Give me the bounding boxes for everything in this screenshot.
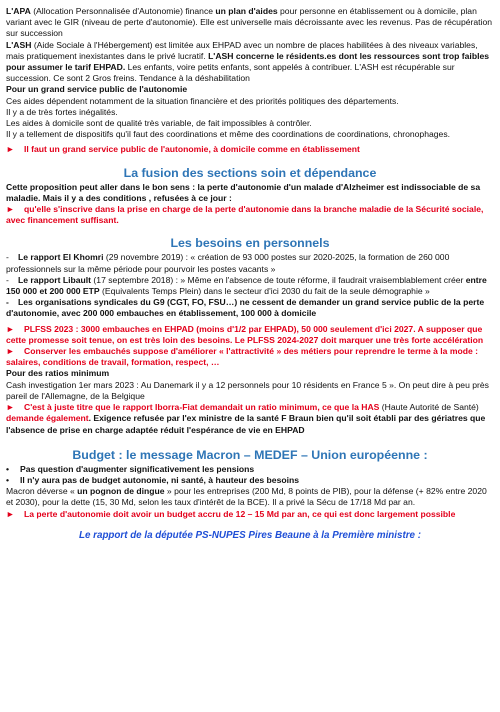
fusion-text: Cette proposition peut aller dans le bon sens : la perte d'autonomie d'un malade d'Alzheimer est indissociable de sa maladie. Mais il y a des conditions , refusées à ce jour : (6, 181, 481, 203)
attractivite-red-text: Conserver les embauchés suppose d'améliorer « l'attractivité » des métiers pour reprendre le terme à la mode : salaires, conditions de travail, formation, respect, … (6, 346, 479, 368)
item-text2: (Equivalents Temps Plein) dans le secteur d'ici 2030 du fait de la seule démographie » (99, 286, 430, 297)
ratios-heading: Pour des ratios minimum (6, 368, 110, 379)
item-bold: Les organisations syndicales du G9 (CGT, FO, FSU…) ne cessent de demander un grand service public de la perte d'autonomie, avec 200 000 embauches en établissement, 100 000 à domicile (6, 297, 485, 319)
ratio-red-line (6, 402, 494, 436)
list-item (6, 297, 494, 319)
item-bold2: entre 150 000 et 200 000 ETP (6, 274, 487, 297)
bullet-icon: • (6, 474, 10, 485)
ash-paragraph (6, 40, 494, 85)
bullet-icon: • (6, 463, 10, 474)
service-line: Il y a tellement de dispositifs qu'il faut des coordinations et même des coordinations de coordinations, chronophages. (6, 129, 451, 140)
budget-bullet-text: Il n'y aura pas de budget autonomie, ni santé, à hauteur des besoins (20, 474, 300, 485)
section-title-personnels: Les besoins en personnels (170, 236, 330, 251)
arrow-icon: ► (6, 346, 15, 357)
arrow-icon: ► (6, 508, 15, 519)
dash-bullet-icon: - (6, 297, 9, 308)
dash-bullet-icon: - (6, 274, 9, 285)
plfss-red-text: PLFSS 2023 : 3000 embauches en EHPAD (moins d'1/2 par EHPAD), 50 000 seulement d'ici 2027. A supposer que cette promesse soit tenue, on est très loin des besoins. Le PLFSS 2024-2027 doit marquer une très forte accélération (6, 323, 484, 345)
service-red-line (6, 144, 494, 155)
apa-text1: (Allocation Personnalisée d'Autonomie) finance (30, 6, 216, 16)
item-bold: Le rapport El Khomri (18, 252, 104, 263)
arrow-icon: ► (6, 144, 15, 155)
document-page (6, 6, 494, 541)
service-line: Les aides à domicile sont de qualité très variable, de fait impossibles à contrôler. (6, 118, 312, 129)
fusion-red-line (6, 204, 494, 226)
budget-red-text: La perte d'autonomie doit avoir un budget accru de 12 – 15 Md par an, ce qui est donc largement possible (24, 508, 456, 519)
budget-bullet-text: Pas question d'augmenter significativement les pensions (20, 463, 255, 474)
section-title-budget: Budget : le message Macron – MEDEF – Union européenne : (72, 447, 428, 462)
budget-bullet (6, 475, 494, 486)
plfss-red-line (6, 324, 494, 346)
arrow-icon: ► (6, 402, 15, 413)
dash-bullet-icon: - (6, 252, 9, 263)
budget-red-line (6, 509, 494, 520)
macron-bold: un pognon de dingue (77, 486, 165, 497)
budget-bullet (6, 464, 494, 475)
list-item (6, 275, 494, 297)
fusion-red-text: qu'elle s'inscrive dans la prise en charge de la perte d'autonomie dans la branche maladie de la Sécurité sociale, avec financement suffisant. (6, 204, 484, 226)
ratio-red-text: C'est à juste titre que le rapport Iborra-Fiat demandait un ratio minimum, ce que la HAS (24, 402, 380, 413)
service-heading: Pour un grand service public de l'autonomie (6, 84, 188, 95)
service-line: Il y a de très fortes inégalités. (6, 106, 118, 117)
apa-text2: pour personne en établissement ou à domicile, plan variant avec le GIR (niveau de perte d'autonomie). Elle est universelle mais décroissante avec les revenus. Pas de récupération sur succession (6, 6, 493, 39)
ash-label: L'ASH (6, 39, 32, 50)
ash-bold: L'ASH concerne le résidents.es dont les ressources sont trop faibles pour assumer le tarif EHPAD. (6, 50, 490, 73)
ash-text1: (Aide Sociale à l'Hébergement) est limitée aux EHPAD avec un nombre de places habilitées à des niveaux variables, mais pratiquement inexistantes dans le privé lucratif. (6, 39, 478, 61)
ratio-bold-end: . Exigence refusée par l'ex ministre de la santé F Braun bien qu'il soit établi par des gériatres que l'absence de prise en charge adaptée réduit l'espérance de vie en EHPAD (6, 413, 486, 435)
item-text: (29 novembre 2019) : « création de 93 000 postes sur 2020-2025, la formation de 260 000 professionnels sur la même période pour pourvoir les postes vacants » (6, 252, 450, 274)
section-title-fusion: La fusion des sections soin et dépendance (123, 165, 377, 180)
macron-text2: » pour les entreprises (200 Md, 8 points de PIB), pour la défense (+ 82% entre 2020 et 2030), pour la dette (15, 30 Md, selon les taux d'intérêt de la BCE). Il a privé la Sécu de 17/18 Md par an. (6, 486, 487, 508)
attractivite-red-line (6, 346, 494, 368)
footer-note: Le rapport de la députée PS-NUPES Pires Beaune à la Première ministre : (79, 529, 421, 541)
service-line: Ces aides dépendent notamment de la situation financière et des priorités politiques des départements. (6, 95, 399, 106)
item-bold: Le rapport Libault (18, 274, 92, 285)
arrow-icon: ► (6, 204, 15, 215)
arrow-icon: ► (6, 323, 15, 334)
ratios-text: Cash investigation 1er mars 2023 : Au Danemark il y a 12 personnels pour 10 résidents en France 5 ». On peut dire à peu près pareil de l'Allemagne, de la Belgique (6, 379, 489, 401)
has-text: (Haute Autorité de Santé) (379, 402, 479, 413)
item-text: (17 septembre 2018) : » Même en l'absence de toute réforme, il faudrait vraisemblablement créer (91, 274, 466, 285)
ratio-red-text2: demande également (6, 413, 89, 424)
apa-label: L'APA (6, 6, 31, 16)
apa-bold: un plan d'aides (215, 6, 278, 16)
ash-text2: Les enfants, voire petits enfants, sont appelés à contribuer. L'ASH est récupérable sur succession. Ce sont 2 Gros freins. Tendance à la déshabilitation (6, 62, 455, 84)
macron-paragraph (6, 486, 494, 508)
macron-text1: Macron déverse « (6, 486, 78, 497)
apa-paragraph (6, 6, 494, 40)
list-item (6, 252, 494, 274)
service-red-text: Il faut un grand service public de l'autonomie, à domicile comme en établissement (24, 144, 360, 155)
